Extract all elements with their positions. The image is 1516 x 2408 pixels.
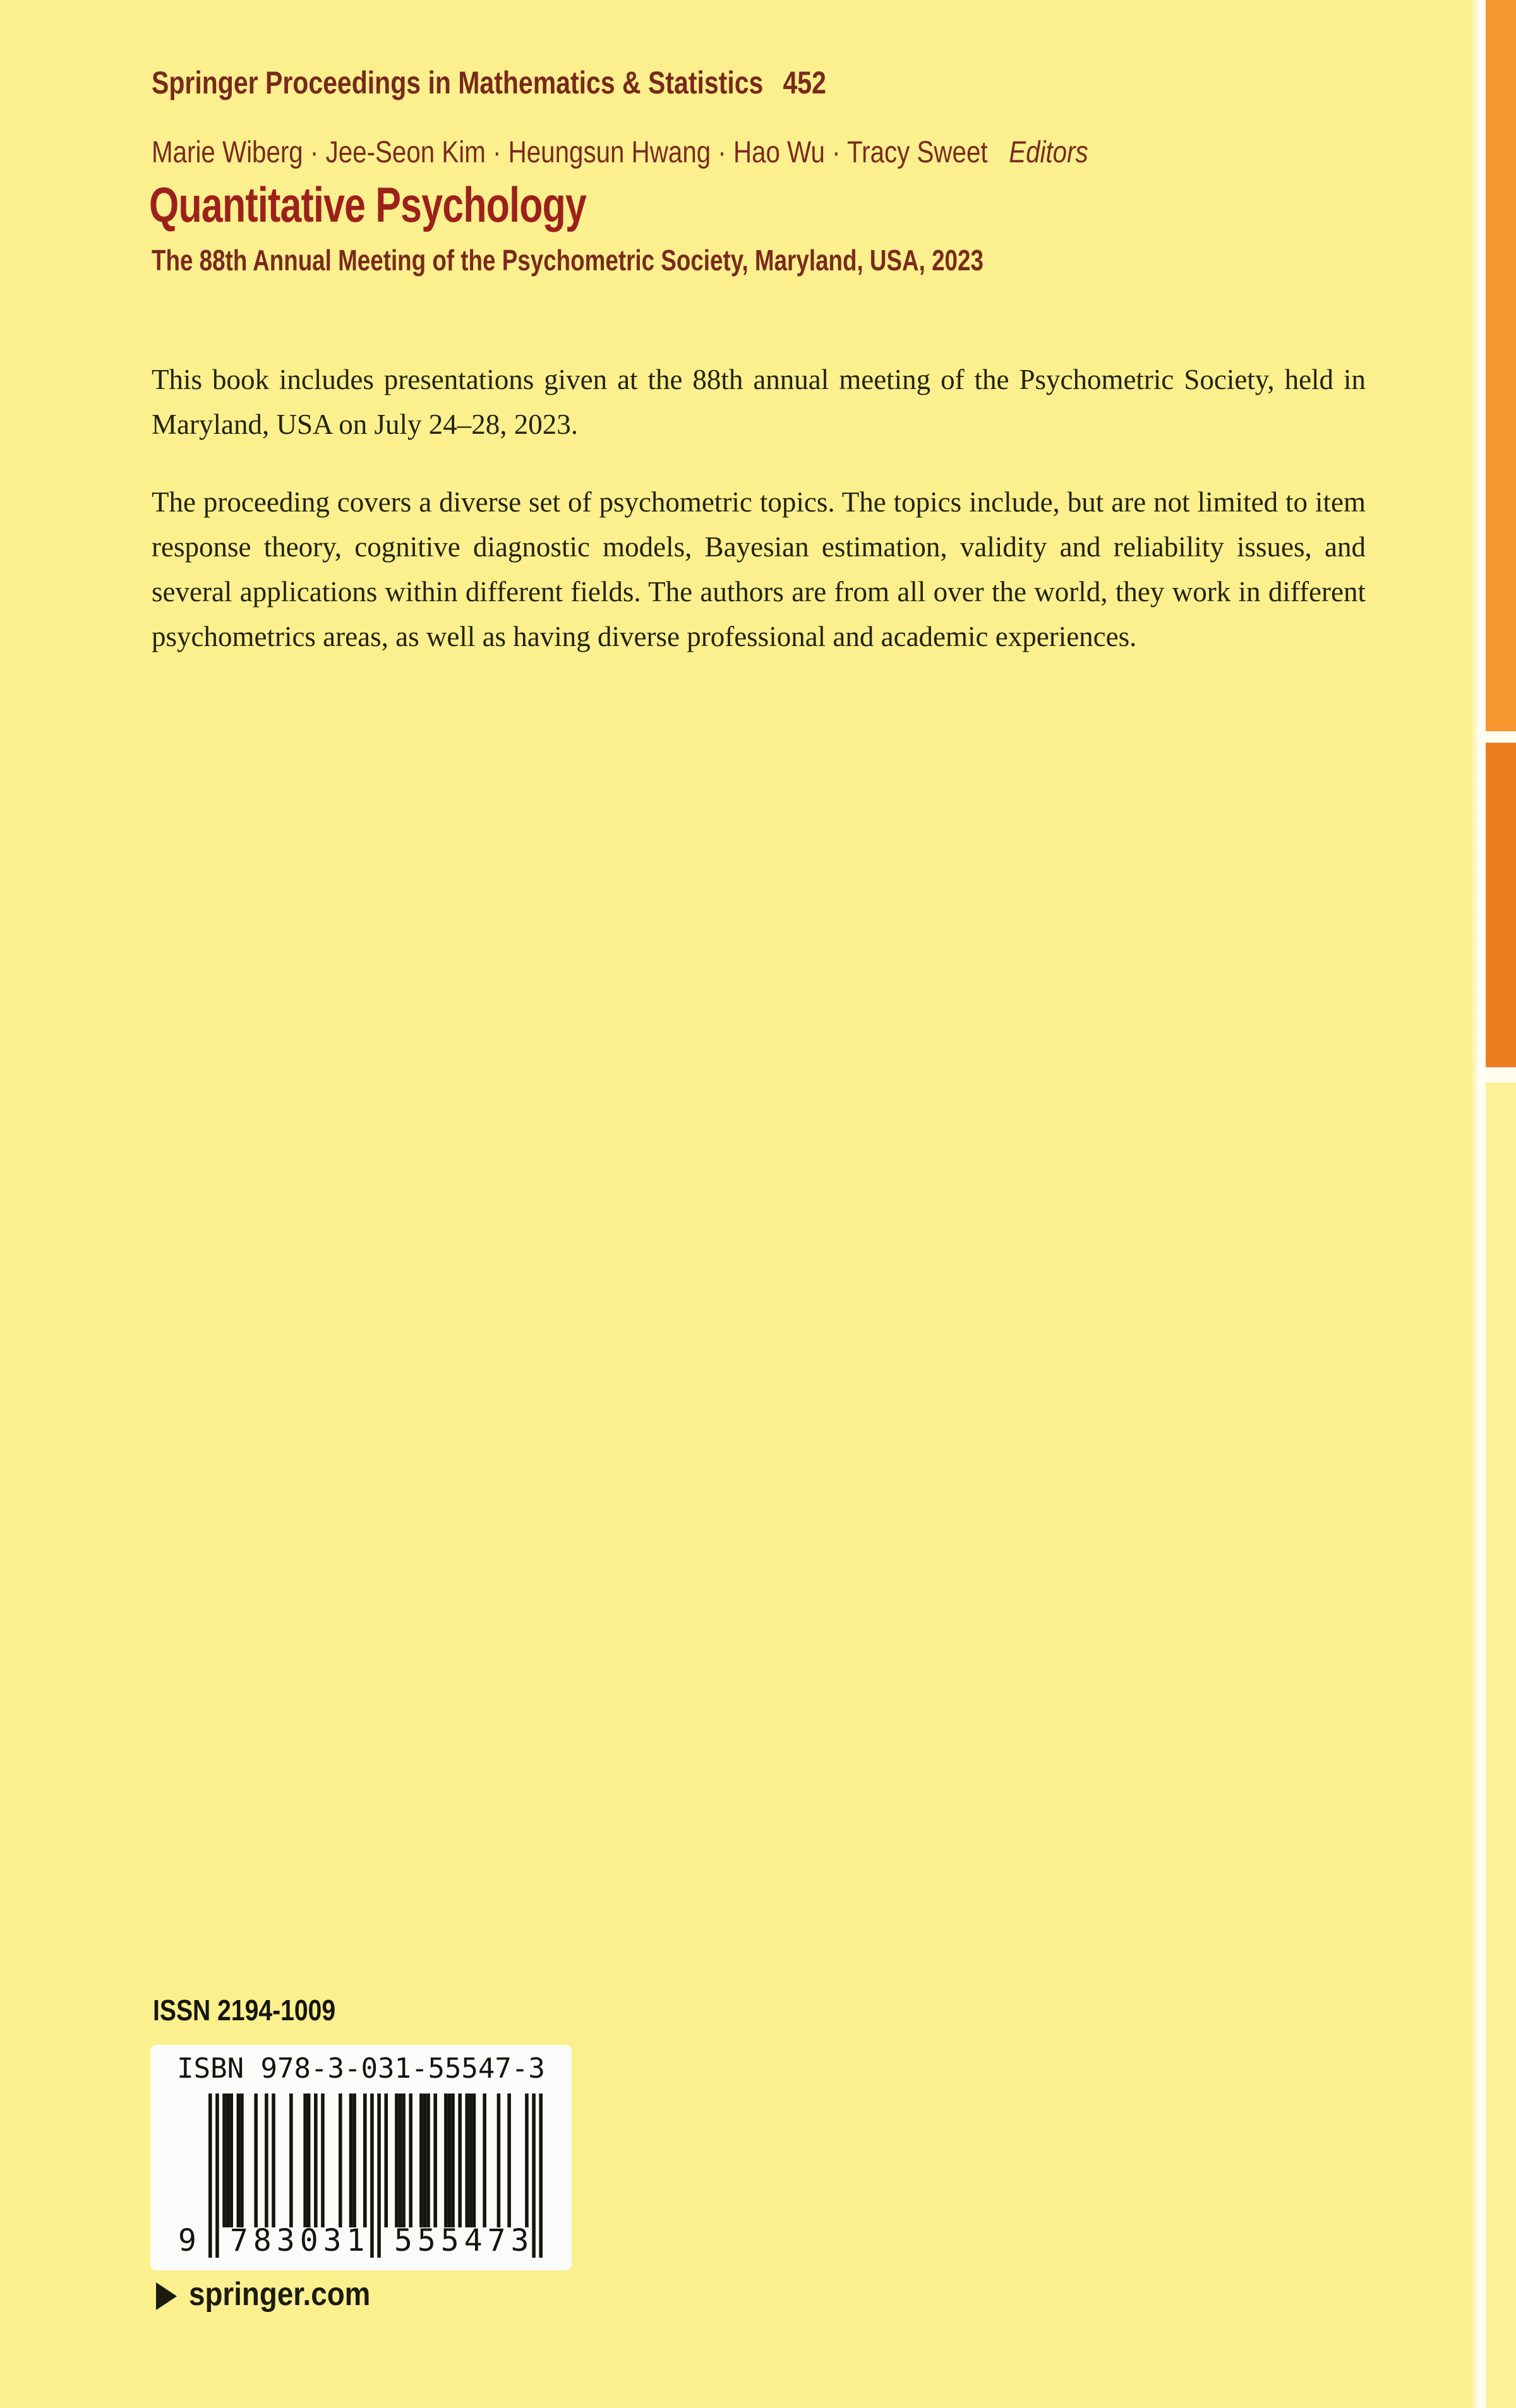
book-title: Quantitative Psychology [149, 177, 587, 232]
series-title-label: Springer Proceedings in Mathematics & Statistics [152, 65, 764, 100]
barcode-digits-right: 555473 [394, 2223, 534, 2258]
isbn-barcode-box [150, 2045, 572, 2270]
publisher-website: springer.com [189, 2276, 371, 2313]
isbn-label: ISBN 978-3-031-55547-3 [177, 2052, 545, 2085]
cover-fold-white-line [1471, 0, 1486, 2408]
issn-label: ISSN 2194-1009 [153, 1994, 336, 2027]
edge-yellow-block [1486, 1082, 1516, 2408]
edge-orange-block-bottom [1486, 743, 1516, 1067]
book-subtitle: The 88th Annual Meeting of the Psychometric Society, Maryland, USA, 2023 [152, 244, 984, 277]
series-title-line [152, 66, 974, 100]
blurb-paragraph-2: The proceeding covers a diverse set of psychometric topics. The topics include, but are not limited to item response theory, cognitive diagnostic models, Bayesian estimation, validity and reliability issues, and several applications within different fields. The authors are from all over the world, they work in different psychometrics areas, as well as having diverse professional and academic experiences. [152, 486, 1366, 652]
barcode-digits-left: 783031 [230, 2223, 370, 2258]
barcode-digit-first: 9 [178, 2223, 196, 2258]
edge-white-gap-2 [1486, 1067, 1516, 1082]
editors-role-label: Editors [1009, 136, 1088, 169]
back-cover-blurb [152, 357, 1366, 659]
editors-names: Marie Wiberg · Jee-Seon Kim · Heungsun Hwang · Hao Wu · Tracy Sweet [152, 136, 988, 169]
cover-edge-column [1486, 0, 1516, 2408]
editors-line [152, 135, 1266, 170]
right-triangle-icon [156, 2282, 177, 2310]
blurb-paragraph-1: This book includes presentations given at the 88th annual meeting of the Psychometric Society, held in Maryland, USA on July 24–28, 2023. [152, 364, 1366, 440]
edge-orange-block-top [1486, 0, 1516, 731]
series-number: 452 [783, 65, 826, 100]
edge-white-gap-1 [1486, 731, 1516, 743]
